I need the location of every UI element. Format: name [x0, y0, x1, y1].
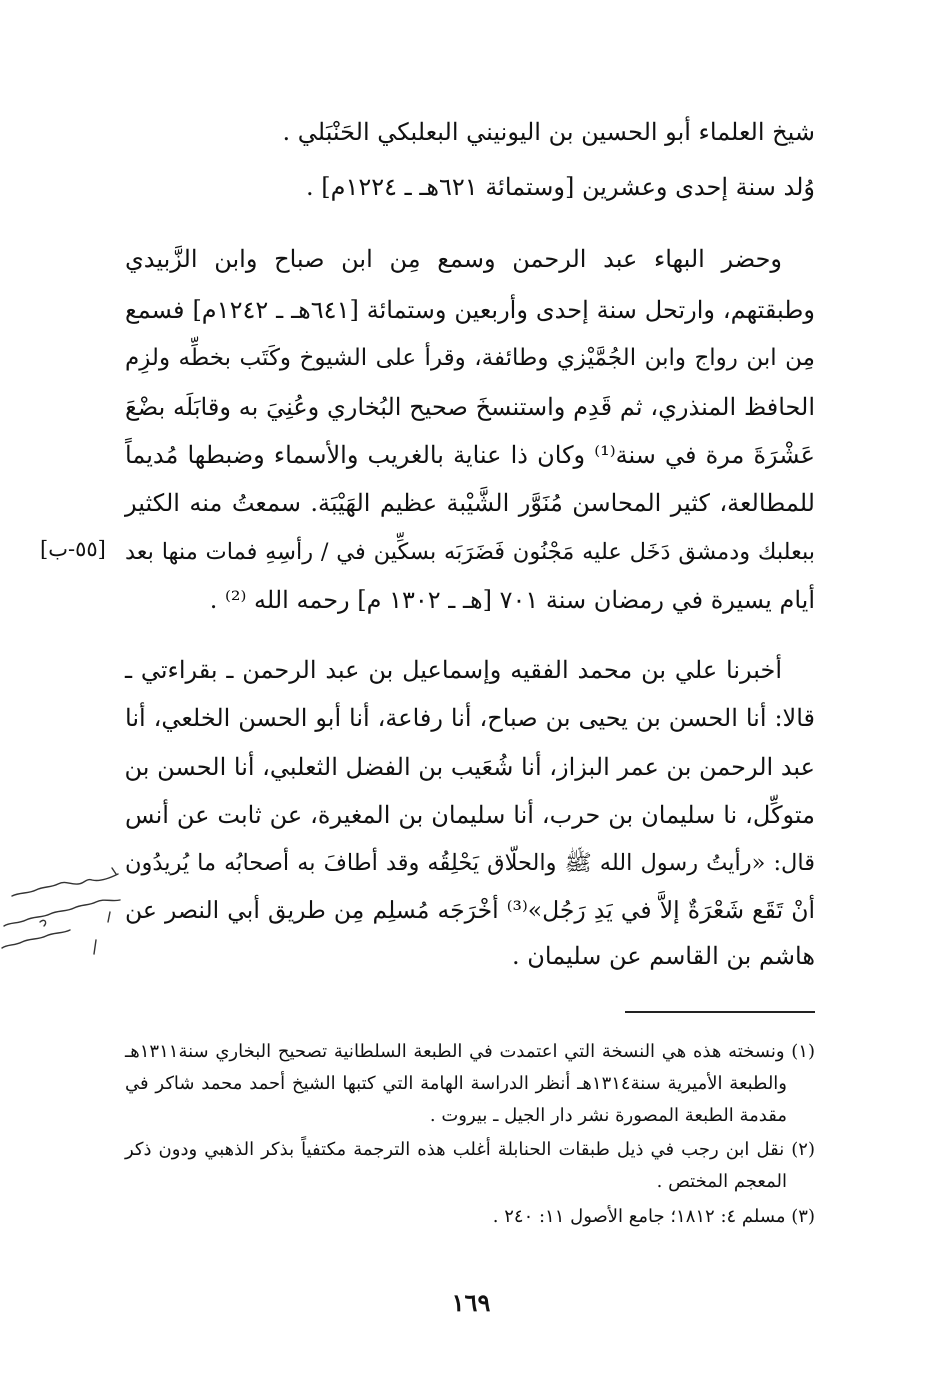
body-line: وحضر البهاء عبد الرحمن وسمع مِن ابن صباح وابن الزَّبيدي	[125, 245, 782, 273]
body-line: هاشم بن القاسم عن سليمان .	[512, 942, 815, 970]
footnote-line: (٢) نقل ابن رجب في ذيل طبقات الحنابلة أغلب هذه الترجمة مكتفياً بذكر الذهبي ودون ذكر	[125, 1139, 815, 1160]
footnote-line: والطبعة الأميرية سنة١٣١٤هـ أنظر الدراسة الهامة التي كتبها الشيخ أحمد محمد شاكر في	[125, 1073, 788, 1094]
page-number: ١٦٩	[451, 1288, 491, 1317]
body-line: ببعلبك ودمشق دَخَل عليه مَجْنُون فَضَرَبَه بسكِّين في / رأسِهِ فمات منها بعد	[125, 539, 815, 565]
footnote-separator	[625, 1011, 815, 1013]
body-line: متوكِّل، نا سليمان بن حرب، أنا سليمان بن المغيرة، عن ثابت عن أنس	[125, 801, 815, 829]
footnote-line: (٣) مسلم ٤: ١٨١٢؛ جامع الأصول ١١: ٢٤٠ .	[492, 1206, 815, 1227]
footnote-line: المعجم المختص .	[656, 1171, 787, 1192]
footnote-line: (١) ونسخته هذه هي النسخة التي اعتمدت في الطبعة السلطانية تصحيح البخاري سنة١٣١١هـ	[125, 1041, 815, 1062]
body-line: أخبرنا علي بن محمد الفقيه وإسماعيل بن عبد الرحمن ـ بقراءتي ـ	[125, 656, 782, 684]
footnote-line: مقدمة الطبعة المصورة نشر دار الجيل ـ بيروت .	[429, 1105, 787, 1126]
body-line: أنْ تَقَع شَعْرَةٌ إلاَّ في يَدِ رَجُل»⁽³⁾ أخْرَجَه مُسلِم مِن طريق أبي النصر عن	[125, 896, 815, 924]
body-line: قالا: أنا الحسن بن يحيى بن صباح، أنا رفاعة، أنا أبو الحسن الخلعي، أنا	[125, 704, 815, 732]
body-line: مِن ابن رواج وابن الجُمَّيْزي وطائفة، وقرأ على الشيوخ وكَتَب بخطِّه ولزِم	[125, 345, 815, 371]
body-line: وُلد سنة إحدى وعشرين [وستمائة ٦٢١هـ ـ ١٢٢٤م] .	[305, 173, 815, 201]
body-line: أيام يسيرة في رمضان سنة ٧٠١ [هـ ـ ١٣٠٢ م] رحمه الله ⁽²⁾ .	[209, 586, 815, 614]
body-line: عبد الرحمن بن عمر البزاز، أنا شُعَيب بن الفضل الثعلبي، أنا الحسن بن	[124, 753, 815, 781]
marginal-folio-reference: [٥٥-ب]	[40, 537, 106, 561]
body-line: قال: «رأيتُ رسول الله ﷺ والحلّاق يَحْلِقُه وقد أطافَ به أصحابُه ما يُريدُون	[125, 850, 815, 876]
body-line: شيخ العلماء أبو الحسين بن اليونيني البعلبكي الحَنْبَلي .	[282, 118, 815, 146]
body-line: عَشْرَةَ مرة في سنة⁽¹⁾ وكان ذا عناية بالغريب والأسماء وضبطها مُديماً	[125, 441, 815, 469]
handwritten-margin-note	[0, 860, 130, 970]
body-line: وطبقتهم، وارتحل سنة إحدى وأربعين وستمائة [٦٤١هـ ـ ١٢٤٢م] فسمع	[125, 296, 815, 324]
body-line: الحافظ المنذري، ثم قَدِم واستنسخَ صحيح البُخاري وعُنِيَ به وقابَلَه بضْعَ	[125, 393, 815, 421]
body-line: للمطالعة، كثير المحاسن مُنَوَّر الشَّيْبة عظيم الهَيْبَة. سمعتُ منه الكثير	[125, 489, 815, 517]
